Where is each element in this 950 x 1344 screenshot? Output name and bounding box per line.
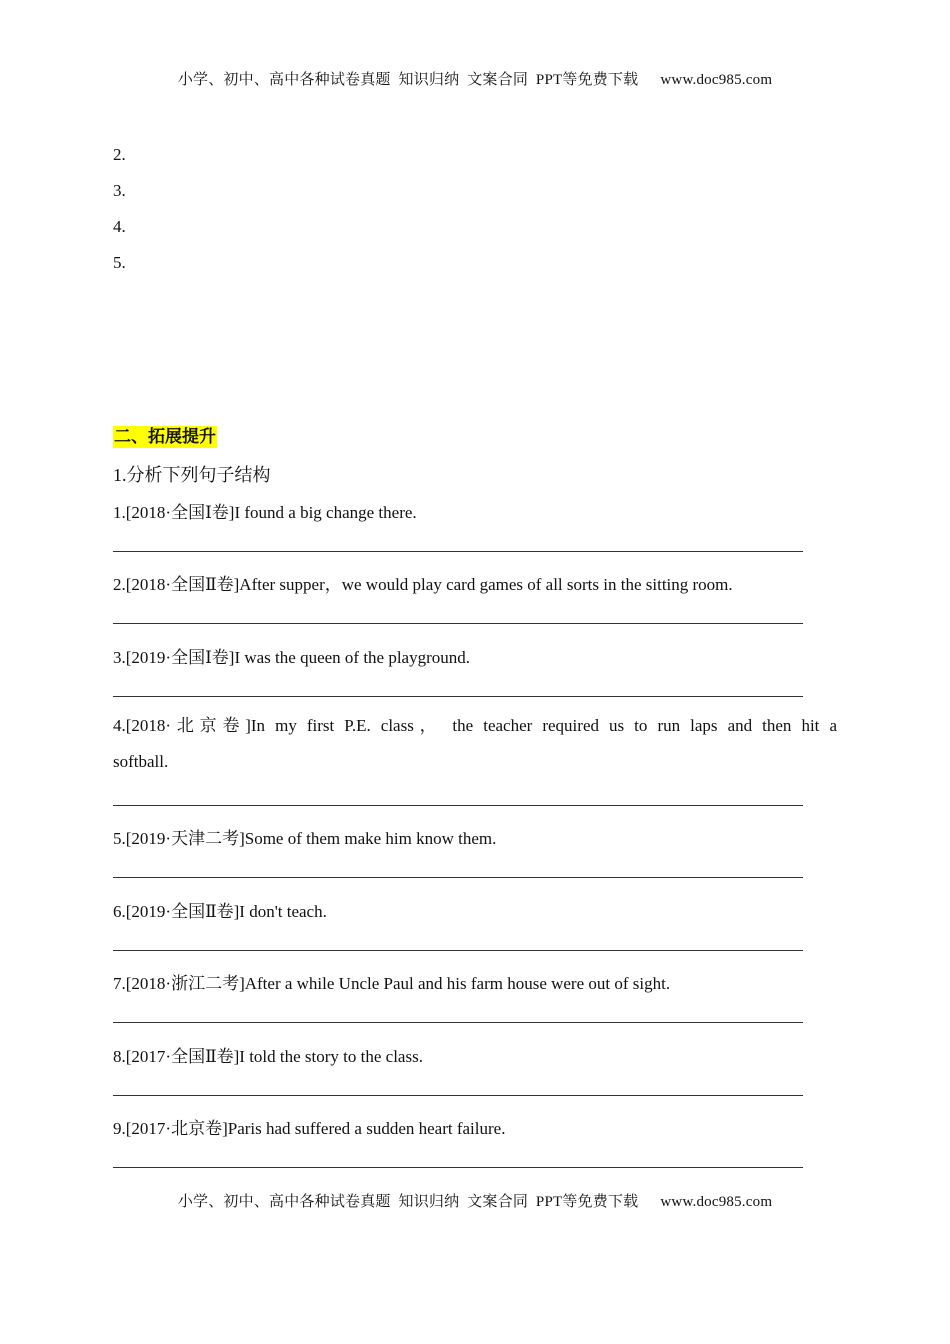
answer-line <box>113 696 803 697</box>
question-3: 3.[2019·全国Ⅰ卷]I was the queen of the playground. <box>113 648 471 667</box>
footer-text: 小学、初中、高中各种试卷真题 知识归纳 文案合同 PPT等免费下载 <box>177 1194 639 1210</box>
answer-number: 4. <box>113 217 126 236</box>
answer-number: 2. <box>113 145 126 164</box>
answer-line <box>113 623 803 624</box>
question-5: 5.[2019·天津二考]Some of them make him know them. <box>113 829 497 848</box>
header-text: 小学、初中、高中各种试卷真题 知识归纳 文案合同 PPT等免费下载 <box>177 72 639 88</box>
footer-site: www.doc985.com <box>660 1194 773 1210</box>
question-7: 7.[2018·浙江二考]After a while Uncle Paul and his farm house were out of sight. <box>113 974 671 993</box>
header-site: www.doc985.com <box>660 72 773 88</box>
question-2: 2.[2018·全国Ⅱ卷]After supper，we would play card games of all sorts in the sitting room. <box>113 575 733 594</box>
question-1: 1.[2018·全国Ⅰ卷]I found a big change there. <box>113 503 417 522</box>
question-8: 8.[2017·全国Ⅱ卷]I told the story to the class. <box>113 1047 423 1066</box>
question-4-continued: softball. <box>113 752 169 771</box>
answer-line <box>113 877 803 878</box>
section-title: 二、拓展提升 <box>114 427 216 446</box>
page-header <box>0 68 950 89</box>
answer-number: 3. <box>113 181 126 200</box>
question-9: 9.[2017·北京卷]Paris had suffered a sudden heart failure. <box>113 1119 506 1138</box>
answer-line <box>113 805 803 806</box>
answer-line <box>113 1095 803 1096</box>
question-4: 4.[2018·北京卷]In my first P.E. class， the teacher required us to run laps and then hit a <box>113 716 837 735</box>
answer-line <box>113 950 803 951</box>
section-subtitle: 1.分析下列句子结构 <box>113 465 271 485</box>
page-footer <box>0 1190 950 1211</box>
answer-line <box>113 1022 803 1023</box>
question-6: 6.[2019·全国Ⅱ卷]I don't teach. <box>113 902 327 921</box>
answer-line <box>113 551 803 552</box>
answer-number: 5. <box>113 253 126 272</box>
answer-line <box>113 1167 803 1168</box>
